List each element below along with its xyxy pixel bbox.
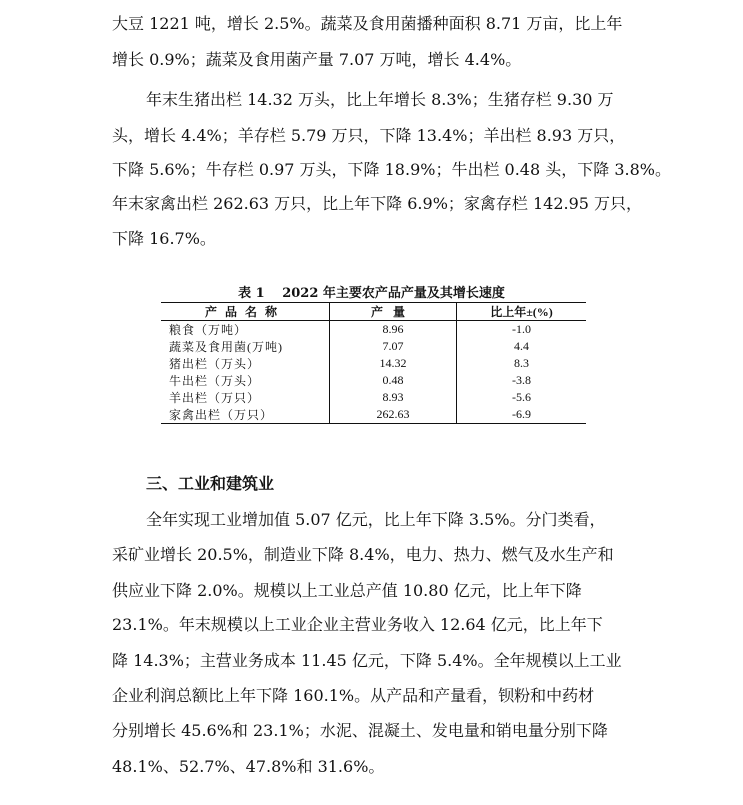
cell-product: 牛出栏（万头） xyxy=(161,372,330,389)
cell-product: 蔬菜及食用菌(万吨) xyxy=(161,338,330,355)
text-line: 降 14.3%；主营业务成本 11.45 亿元，下降 5.4%。全年规模以上工业 xyxy=(112,651,622,670)
text-line: 采矿业增长 20.5%，制造业下降 8.4%，电力、热力、燃气及水生产和 xyxy=(112,545,614,564)
cell-change: -5.6 xyxy=(457,389,587,406)
production-table xyxy=(161,302,586,424)
text-line: 下降 5.6%；牛存栏 0.97 万头，下降 18.9%；牛出栏 0.48 头，下降 3.8%。 xyxy=(112,160,671,179)
cell-output: 7.07 xyxy=(330,338,457,355)
table-header-row xyxy=(161,303,586,321)
header-product-name: 产品名称 xyxy=(161,303,330,321)
text-line: 增长 0.9%；蔬菜及食用菌产量 7.07 万吨，增长 4.4%。 xyxy=(112,50,522,69)
header-output: 产量 xyxy=(330,303,457,321)
cell-output: 0.48 xyxy=(330,372,457,389)
cell-output: 14.32 xyxy=(330,355,457,372)
cell-change: -3.8 xyxy=(457,372,587,389)
cell-change: 4.4 xyxy=(457,338,587,355)
cell-change: 8.3 xyxy=(457,355,587,372)
text-line: 全年实现工业增加值 5.07 亿元，比上年下降 3.5%。分门类看， xyxy=(146,510,606,529)
table-row xyxy=(161,321,586,339)
section-heading: 三、工业和建筑业 xyxy=(146,474,275,493)
text-line: 供应业下降 2.0%。规模以上工业总产值 10.80 亿元，比上年下降 xyxy=(112,581,582,600)
table-row xyxy=(161,389,586,406)
text-line: 48.1%、52.7%、47.8%和 31.6%。 xyxy=(112,757,385,776)
text-line: 大豆 1221 吨，增长 2.5%。蔬菜及食用菌播种面积 8.71 万亩，比上年 xyxy=(112,14,623,33)
text-line: 分别增长 45.6%和 23.1%；水泥、混凝土、发电量和销电量分别下降 xyxy=(112,721,608,740)
cell-change: -6.9 xyxy=(457,406,587,424)
text-line: 23.1%。年末规模以上工业企业主营业务收入 12.64 亿元，比上年下 xyxy=(112,615,603,634)
table-row xyxy=(161,406,586,424)
cell-output: 8.96 xyxy=(330,321,457,339)
text-line: 企业利润总额比上年下降 160.1%。从产品和产量看，钡粉和中药材 xyxy=(112,686,595,705)
text-line: 下降 16.7%。 xyxy=(112,229,216,248)
cell-output: 262.63 xyxy=(330,406,457,424)
header-change: 比上年±(%) xyxy=(457,303,587,321)
cell-product: 粮食（万吨） xyxy=(161,321,330,339)
cell-product: 羊出栏（万只） xyxy=(161,389,330,406)
text-line: 年末生猪出栏 14.32 万头，比上年增长 8.3%；生猪存栏 9.30 万 xyxy=(146,90,614,109)
table-row xyxy=(161,372,586,389)
cell-product: 猪出栏（万头） xyxy=(161,355,330,372)
table-row xyxy=(161,355,586,372)
table-caption: 表 1 2022 年主要农产品产量及其增长速度 xyxy=(238,286,505,301)
table-row xyxy=(161,338,586,355)
cell-change: -1.0 xyxy=(457,321,587,339)
cell-product: 家禽出栏（万只） xyxy=(161,406,330,424)
cell-output: 8.93 xyxy=(330,389,457,406)
text-line: 年末家禽出栏 262.63 万只，比上年下降 6.9%；家禽存栏 142.95 万只， xyxy=(112,194,643,213)
text-line: 头，增长 4.4%；羊存栏 5.79 万只，下降 13.4%；羊出栏 8.93 万只， xyxy=(112,126,626,145)
